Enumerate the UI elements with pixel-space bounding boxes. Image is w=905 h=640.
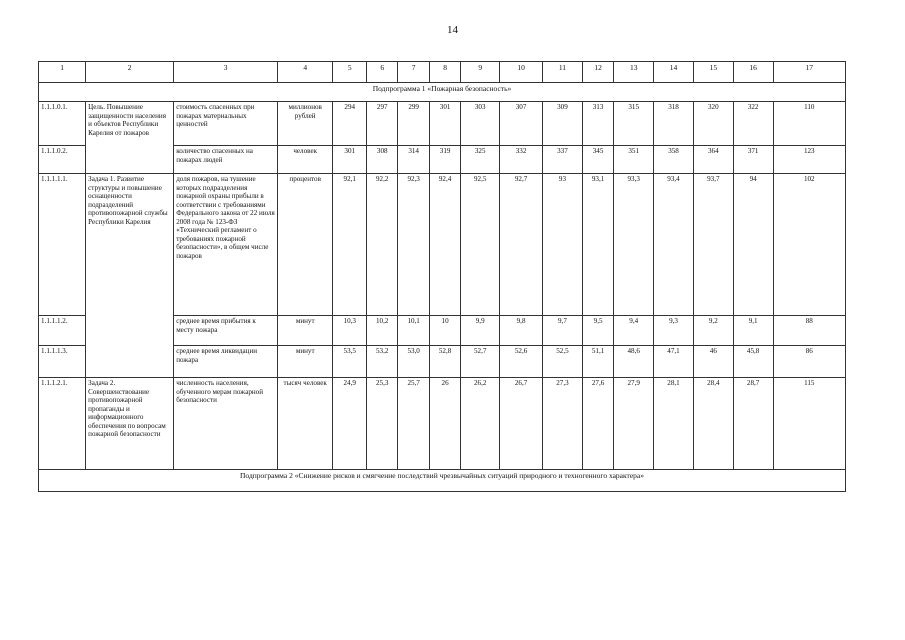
indicators-table <box>38 61 846 492</box>
value-cell: 358 <box>654 146 694 174</box>
value-cell: 337 <box>543 146 583 174</box>
value-cell: 9,7 <box>543 316 583 346</box>
value-cell: 53,2 <box>367 346 398 378</box>
value-cell: 10,3 <box>333 316 367 346</box>
value-cell: 53,0 <box>398 346 429 378</box>
value-cell: 52,5 <box>543 346 583 378</box>
row-code: 1.1.1.2.1. <box>39 378 86 470</box>
header-cell: 11 <box>543 62 583 83</box>
unit-cell: процентов <box>277 174 333 316</box>
header-cell: 4 <box>277 62 333 83</box>
value-cell: 25,3 <box>367 378 398 470</box>
indicator-cell: стоимость спасенных при пожарах материальных ценностей <box>174 102 278 146</box>
value-cell: 48,6 <box>614 346 654 378</box>
value-cell: 93,3 <box>614 174 654 316</box>
value-cell: 115 <box>773 378 845 470</box>
value-cell: 53,5 <box>333 346 367 378</box>
value-cell: 123 <box>773 146 845 174</box>
subprogram-row <box>39 83 846 102</box>
goal-cell: Цель. Повышение защищенности населения и объектов Республики Карелия от пожаров <box>86 102 174 174</box>
task-1-cell: Задача 1. Развитие структуры и повышение оснащенности подразделений противопожарной службы Республики Карелия <box>86 174 174 378</box>
value-cell: 307 <box>500 102 543 146</box>
value-cell: 24,9 <box>333 378 367 470</box>
value-cell: 92,1 <box>333 174 367 316</box>
value-cell: 9,4 <box>614 316 654 346</box>
subprogram-1-title: Подпрограмма 1 «Пожарная безопасность» <box>39 83 846 102</box>
value-cell: 301 <box>333 146 367 174</box>
unit-cell: человек <box>277 146 333 174</box>
value-cell: 93 <box>543 174 583 316</box>
value-cell: 322 <box>733 102 773 146</box>
value-cell: 92,2 <box>367 174 398 316</box>
value-cell: 313 <box>582 102 613 146</box>
value-cell: 10,1 <box>398 316 429 346</box>
header-cell: 14 <box>654 62 694 83</box>
value-cell: 52,7 <box>461 346 500 378</box>
value-cell: 364 <box>693 146 733 174</box>
unit-cell: минут <box>277 346 333 378</box>
table-row <box>39 102 846 146</box>
subprogram-2-title: Подпрограмма 2 «Снижение рисков и смягчение последствий чрезвычайных ситуаций природного и техногенного характера» <box>39 470 846 492</box>
unit-cell: минут <box>277 316 333 346</box>
value-cell: 88 <box>773 316 845 346</box>
subprogram-row <box>39 470 846 492</box>
task-2-cell: Задача 2. Совершенствование противопожарной пропаганды и информационного обеспечения по вопросам пожарной безопасности <box>86 378 174 470</box>
indicator-cell: численность населения, обученного мерам пожарной безопасности <box>174 378 278 470</box>
header-cell: 6 <box>367 62 398 83</box>
value-cell: 26 <box>429 378 460 470</box>
indicator-cell: среднее время ликвидации пожара <box>174 346 278 378</box>
header-cell: 1 <box>39 62 86 83</box>
header-cell: 10 <box>500 62 543 83</box>
header-cell: 17 <box>773 62 845 83</box>
value-cell: 371 <box>733 146 773 174</box>
value-cell: 10,2 <box>367 316 398 346</box>
value-cell: 308 <box>367 146 398 174</box>
value-cell: 9,5 <box>582 316 613 346</box>
table-row <box>39 378 846 470</box>
value-cell: 25,7 <box>398 378 429 470</box>
value-cell: 92,7 <box>500 174 543 316</box>
unit-cell: миллионов рублей <box>277 102 333 146</box>
header-cell: 9 <box>461 62 500 83</box>
value-cell: 10 <box>429 316 460 346</box>
indicator-cell: доля пожаров, на тушение которых подразделения пожарной охраны прибыли в соответствии с требованиями Федерального закона от 22 июля 2008 года № 123-ФЗ «Технический регламент о требованиях пожарной безопасности», в общем числе пожаров <box>174 174 278 316</box>
value-cell: 9,2 <box>693 316 733 346</box>
value-cell: 47,1 <box>654 346 694 378</box>
value-cell: 314 <box>398 146 429 174</box>
value-cell: 332 <box>500 146 543 174</box>
value-cell: 51,1 <box>582 346 613 378</box>
value-cell: 45,8 <box>733 346 773 378</box>
value-cell: 28,1 <box>654 378 694 470</box>
header-cell: 15 <box>693 62 733 83</box>
indicator-cell: среднее время прибытия к месту пожара <box>174 316 278 346</box>
value-cell: 325 <box>461 146 500 174</box>
value-cell: 93,7 <box>693 174 733 316</box>
row-code: 1.1.1.1.3. <box>39 346 86 378</box>
row-code: 1.1.1.1.1. <box>39 174 86 316</box>
value-cell: 52,6 <box>500 346 543 378</box>
header-cell: 5 <box>333 62 367 83</box>
unit-cell: тысяч человек <box>277 378 333 470</box>
header-cell: 16 <box>733 62 773 83</box>
value-cell: 93,1 <box>582 174 613 316</box>
value-cell: 110 <box>773 102 845 146</box>
value-cell: 92,5 <box>461 174 500 316</box>
value-cell: 28,4 <box>693 378 733 470</box>
value-cell: 28,7 <box>733 378 773 470</box>
header-cell: 8 <box>429 62 460 83</box>
value-cell: 27,9 <box>614 378 654 470</box>
header-cell: 3 <box>174 62 278 83</box>
value-cell: 94 <box>733 174 773 316</box>
value-cell: 345 <box>582 146 613 174</box>
value-cell: 301 <box>429 102 460 146</box>
value-cell: 294 <box>333 102 367 146</box>
value-cell: 9,8 <box>500 316 543 346</box>
header-cell: 12 <box>582 62 613 83</box>
value-cell: 27,6 <box>582 378 613 470</box>
value-cell: 309 <box>543 102 583 146</box>
value-cell: 102 <box>773 174 845 316</box>
value-cell: 299 <box>398 102 429 146</box>
value-cell: 93,4 <box>654 174 694 316</box>
value-cell: 9,9 <box>461 316 500 346</box>
value-cell: 319 <box>429 146 460 174</box>
value-cell: 46 <box>693 346 733 378</box>
value-cell: 315 <box>614 102 654 146</box>
header-row <box>39 62 846 83</box>
value-cell: 351 <box>614 146 654 174</box>
value-cell: 26,7 <box>500 378 543 470</box>
value-cell: 26,2 <box>461 378 500 470</box>
value-cell: 27,3 <box>543 378 583 470</box>
value-cell: 86 <box>773 346 845 378</box>
value-cell: 303 <box>461 102 500 146</box>
indicator-cell: количество спасенных на пожарах людей <box>174 146 278 174</box>
page-number: 14 <box>447 24 458 36</box>
header-cell: 2 <box>86 62 174 83</box>
value-cell: 9,3 <box>654 316 694 346</box>
header-cell: 7 <box>398 62 429 83</box>
value-cell: 318 <box>654 102 694 146</box>
row-code: 1.1.1.0.1. <box>39 102 86 146</box>
value-cell: 92,3 <box>398 174 429 316</box>
row-code: 1.1.1.1.2. <box>39 316 86 346</box>
value-cell: 92,4 <box>429 174 460 316</box>
table-row <box>39 174 846 316</box>
value-cell: 52,8 <box>429 346 460 378</box>
value-cell: 9,1 <box>733 316 773 346</box>
header-cell: 13 <box>614 62 654 83</box>
value-cell: 320 <box>693 102 733 146</box>
value-cell: 297 <box>367 102 398 146</box>
row-code: 1.1.1.0.2. <box>39 146 86 174</box>
